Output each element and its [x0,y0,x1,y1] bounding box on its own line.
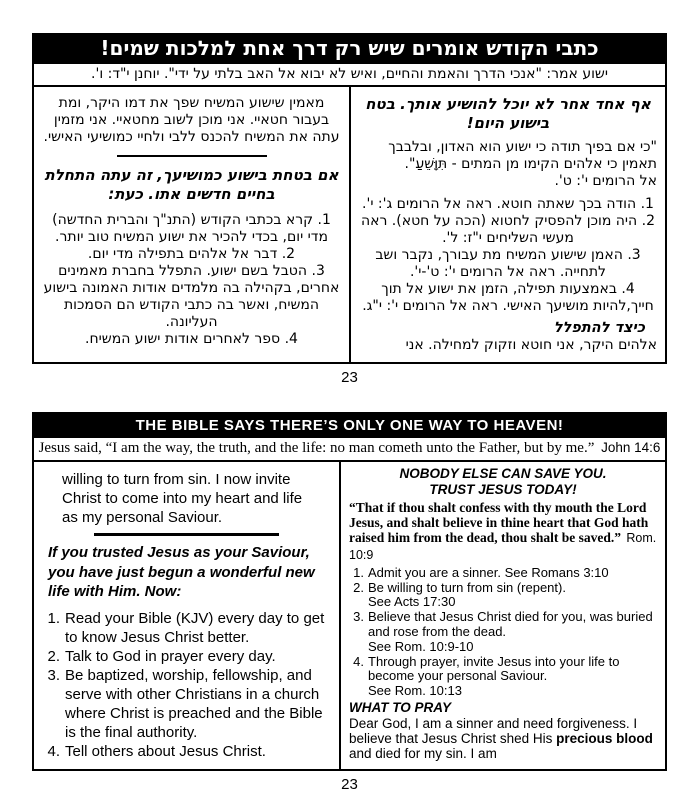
hebrew-growth-steps [42,212,341,348]
list-text: האמן שישוע המשיח מת עבורך, נקבר ושב לתחייה. ראה אל הרומים י': ט'-י'. [375,247,623,280]
english-salvation-steps [349,566,657,699]
hebrew-quote-ref: אל הרומים י': ט'. [554,173,657,189]
list-item [44,742,329,761]
hebrew-tract-panel [32,33,667,364]
english-prayer-text: Dear God, I am a sinner and need forgiveness. I believe that Jesus Christ shed His precious blood and died for my sin. I am [349,715,653,762]
list-number: 4. [47,742,60,760]
list-text: Be baptized, worship, fellowship, and serve with other Christians in a church where Christ is preached and the Bible is the final authority. [65,666,323,741]
english-tract-panel [32,412,667,771]
list-item [44,609,329,647]
panel-gap [32,386,667,412]
list-text: היה מוכן להפסיק לחטוא (הכה על חטא). ראה מעשי השליחים י"ז: ל'. [360,213,638,246]
english-panel-subtitle [34,438,665,462]
list-number: 2. [641,213,656,229]
scripture-ref: See Rom. 10:9-10 [368,638,474,654]
english-left-column [34,462,341,769]
list-text: Tell others about Jesus Christ. [65,742,266,760]
english-new-life-heading: If you trusted Jesus as your Saviour, you have just begun a wonderful new life with Him. Now: [48,544,315,600]
list-number: 4. [353,653,364,669]
hebrew-quote-text: "כי אם בפיך תודה כי ישוע הוא האדון, ובלבבך תאמין כי אלהים הקימו מן המתים - תִּוָּשֵׁעַ". [388,139,657,172]
heading-line-2: TRUST JESUS TODAY! [429,481,577,497]
list-number: 2. [281,246,296,262]
hebrew-prayer-continuation: מאמין שישוע המשיח שפך את דמו היקר, ומת בעבור חטאיי. אני מוכן לשוב מחטאיי. אני מזמין עתה את המשיח להכנס ללבי ולחיי כמושיעי האישי. [43,95,340,145]
list-text: הודה בכך שאתה חוטא. ראה אל הרומים ג': י'. [362,196,637,212]
hebrew-how-to-pray-heading: כיצד להתפלל [553,320,645,336]
page-number: 23 [341,369,358,386]
list-item [359,196,657,213]
list-number: 4. [621,281,635,297]
list-item [42,212,341,246]
hebrew-panel-subtitle: ישוע אמר: "אנכי הדרך והאמת והחיים, ואיש לא יבוא אל האב בלתי על ידי". יוחנן י"ד: ו'. [34,64,665,87]
english-subtitle-ref: John 14:6 [601,440,661,455]
english-panel-title: THE BIBLE SAYS THERE’S ONLY ONE WAY TO HEAVEN! [34,414,665,438]
list-number: 1. [640,196,654,212]
english-prayer-continuation: willing to turn from sin. I now invite Christ to come into my heart and life as my personal Saviour. [62,471,303,526]
list-text: Admit you are a sinner. See Romans 3:10 [368,564,609,580]
hebrew-right-column [349,87,665,362]
list-number: 3. [627,247,641,263]
list-item [42,263,341,331]
scripture-ref: See Acts 17:30 [368,594,456,610]
list-item [349,566,657,581]
english-quote-ref: Rom. 10:9 [349,531,657,562]
list-number: 3. [47,666,60,684]
list-number: 2. [47,647,60,665]
section-divider-rule [94,533,279,536]
list-item [349,610,657,654]
list-text: Through prayer, invite Jesus into your life to become your personal Saviour. See Rom. 10:13 [368,655,657,699]
list-number: 3. [311,263,325,279]
list-number: 3. [353,609,364,625]
list-number: 1. [353,564,364,580]
hebrew-new-life-heading: אם בטחת בישוע כמושיעך, זה עתה התחלת בחיים חדשים אתו. כעת: [44,166,339,203]
list-item [349,581,657,611]
hebrew-salvation-steps [359,196,657,315]
list-item [44,647,329,666]
english-growth-steps [44,609,329,761]
hebrew-romans-quote [359,139,657,190]
list-text: קרא בכתבי הקודש (התנ"ך והברית החדשה) מדי יום, בכדי להכיר את ישוע המשיח טוב יותר. [52,212,328,245]
list-item [359,247,657,281]
prayer-bold-phrase: precious blood [556,730,653,746]
list-text: ספר לאחרים אודות ישוע המשיח. [85,331,281,347]
list-number: 2. [353,579,364,595]
english-romans-quote [349,500,657,563]
list-item [42,246,341,263]
list-text: Believe that Jesus Christ died for you, was buried and rose from the dead. See Rom. 10:9-10 [368,610,657,654]
list-text: דבר אל אלהים בתפילה מדי יום. [87,246,278,262]
section-divider-rule [117,155,267,157]
hebrew-left-column [34,87,349,362]
list-item [349,655,657,699]
list-number: 1. [47,609,60,627]
list-text: באמצעות תפילה, הזמן את ישוע אל תוך חייך,להיות מושיעך האישי. ראה אל הרומים י': י"ג. [362,281,654,314]
hebrew-panel-body [34,87,665,362]
english-right-column [341,462,665,769]
hebrew-panel-title: כתבי הקודש אומרים שיש רק דרך אחת למלכות שמים! [34,35,665,64]
english-subtitle-quote: Jesus said, “I am the way, the truth, and the life: no man cometh unto the Father, but by me.” [38,440,595,456]
list-text: הטבל בשם ישוע. התפלל בחברת מאמינים אחרים, בקהילה בה מלמדים אודות האמונה בישוע המשיח, ואשר בה כתבי הקודש הם הסמכות העליונה. [43,263,340,330]
english-quote-text: “That if thou shalt confess with thy mouth the Lord Jesus, and shalt believe in thine heart that God hath raised him from the dead, thou shalt be saved.” [349,500,649,546]
hebrew-prayer-text: אלהים היקר, אני חוטא וזקוק למחילה. אני [405,337,657,353]
english-what-to-pray-heading: WHAT TO PRAY [349,699,451,715]
scripture-ref: See Rom. 10:13 [368,683,462,699]
list-number: 1. [317,212,331,228]
list-number: 4. [284,331,298,347]
list-text: Be willing to turn from sin (repent). See Acts 17:30 [368,581,657,611]
hebrew-save-heading: אף אחד אחר לא יוכל להושיע אותך. בטח בישוע היום! [365,95,651,132]
page-number: 23 [341,775,358,793]
list-item [359,281,657,315]
list-text: Read your Bible (KJV) every day to get to know Jesus Christ better. [65,609,325,646]
heading-line-1: NOBODY ELSE CAN SAVE YOU. [399,466,607,481]
list-text: Talk to God in prayer every day. [65,647,276,665]
list-item [359,213,657,247]
english-panel-body [34,462,665,769]
english-save-heading [349,466,657,497]
list-item [44,666,329,742]
list-item [42,331,341,348]
